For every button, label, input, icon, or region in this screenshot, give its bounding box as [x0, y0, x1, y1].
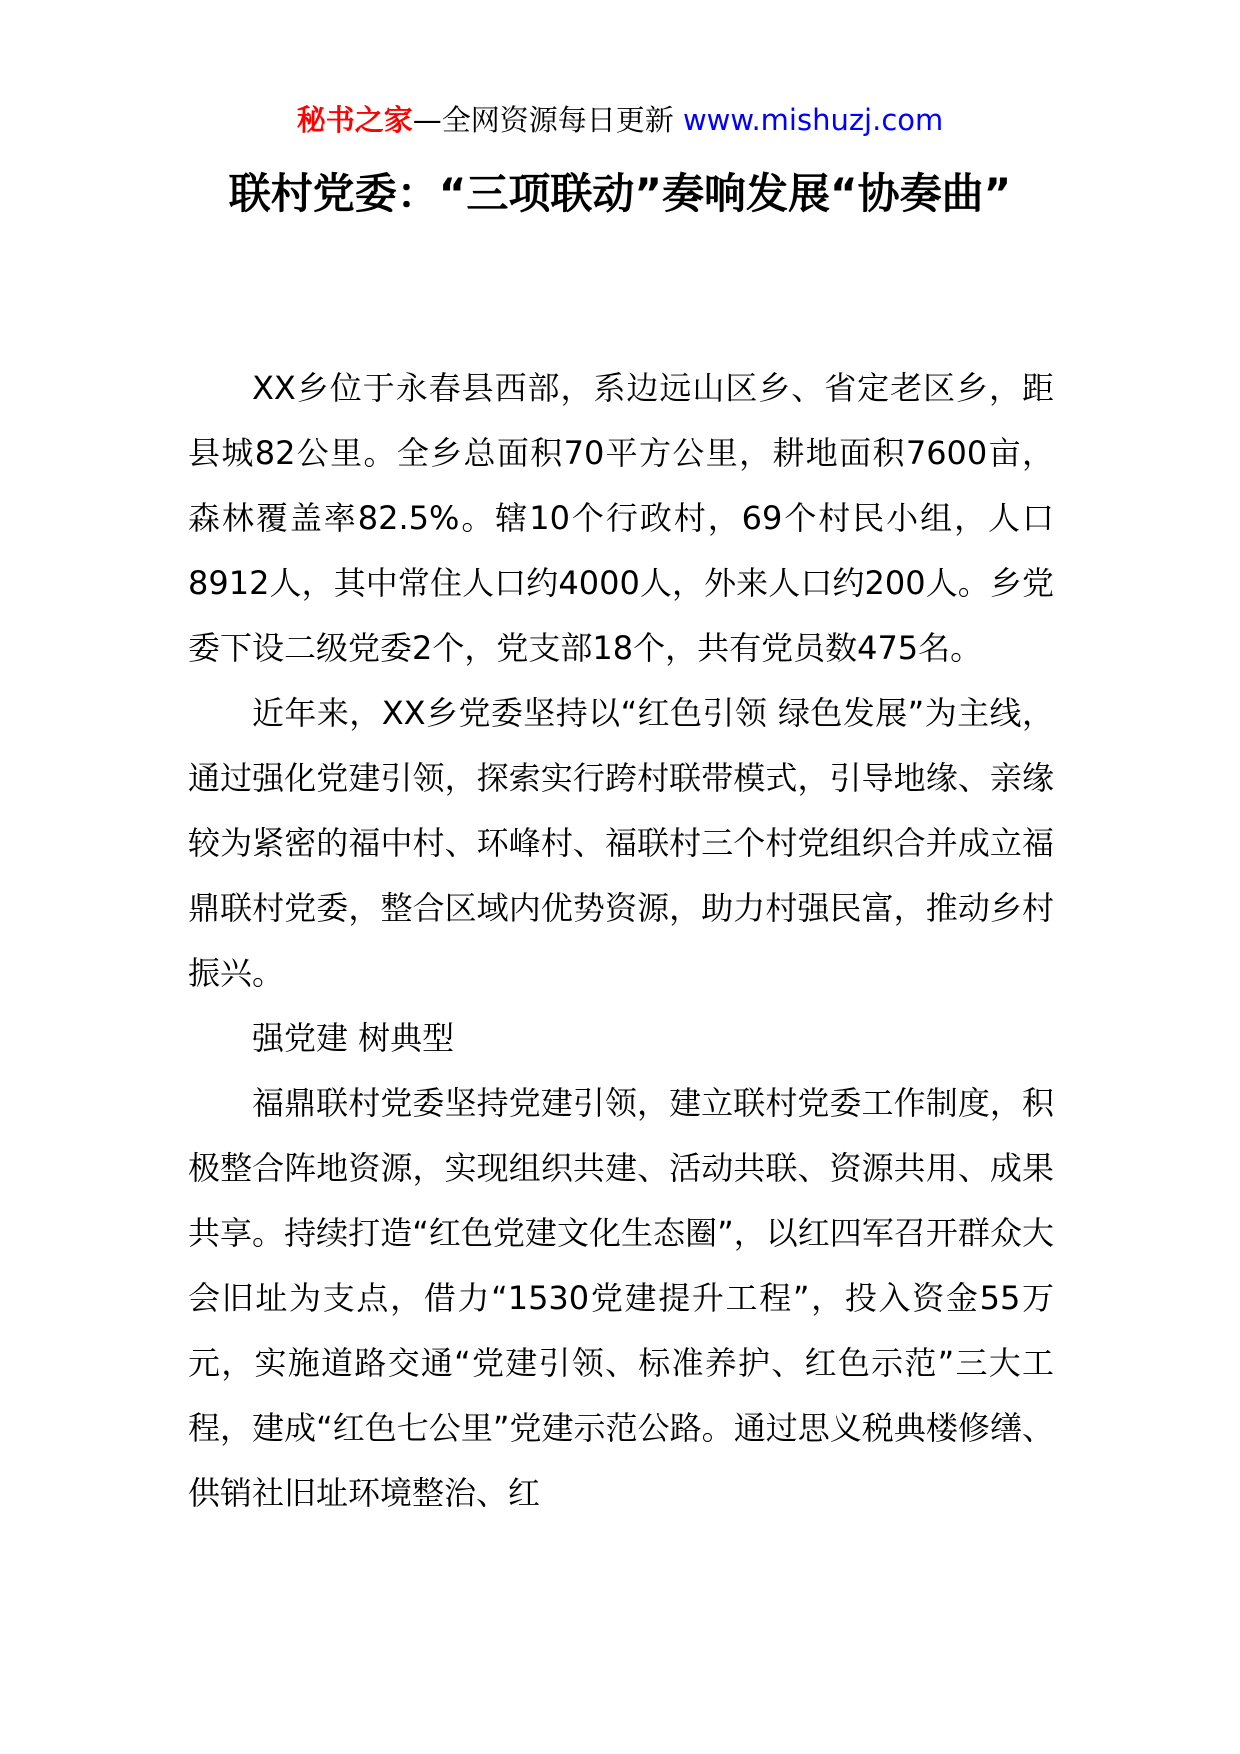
- site-brand: 秘书之家: [296, 103, 413, 137]
- paragraph-overview: 近年来，XX乡党委坚持以“红色引领 绿色发展”为主线，通过强化党建引领，探索实行跨村联带模式，引导地缘、亲缘较为紧密的福中村、环峰村、福联村三个村党组织合并成立福鼎联村党委，整合区域内优势资源，助力村强民富，推动乡村振兴。: [188, 694, 1054, 992]
- paragraph-intro: XX乡位于永春县西部，系边远山区乡、省定老区乡，距县城82公里。全乡总面积70平方公里，耕地面积7600亩，森林覆盖率82.5%。辖10个行政村，69个村民小组，人口8912人，其中常住人口约4000人，外来人口约200人。乡党委下设二级党委2个，党支部18个，共有党员数475名。: [188, 369, 1054, 667]
- site-header: [0, 100, 1240, 140]
- document-body: [188, 356, 1054, 1526]
- paragraph-party-building: 福鼎联村党委坚持党建引领，建立联村党委工作制度，积极整合阵地资源，实现组织共建、活动共联、资源共用、成果共享。持续打造“红色党建文化生态圈”，以红四军召开群众大会旧址为支点，借力“1530党建提升工程”，投入资金55万元，实施道路交通“党建引领、标准养护、红色示范”三大工程，建成“红色七公里”党建示范公路。通过思义税典楼修缮、供销社旧址环境整治、红: [188, 1084, 1054, 1512]
- document-title: 联村党委：“三项联动”奏响发展“协奏曲”: [228, 169, 1012, 218]
- section-heading: 强党建 树典型: [252, 1019, 455, 1057]
- site-tagline: —全网资源每日更新: [412, 103, 674, 137]
- site-url-link[interactable]: www.mishuzj.com: [682, 103, 944, 137]
